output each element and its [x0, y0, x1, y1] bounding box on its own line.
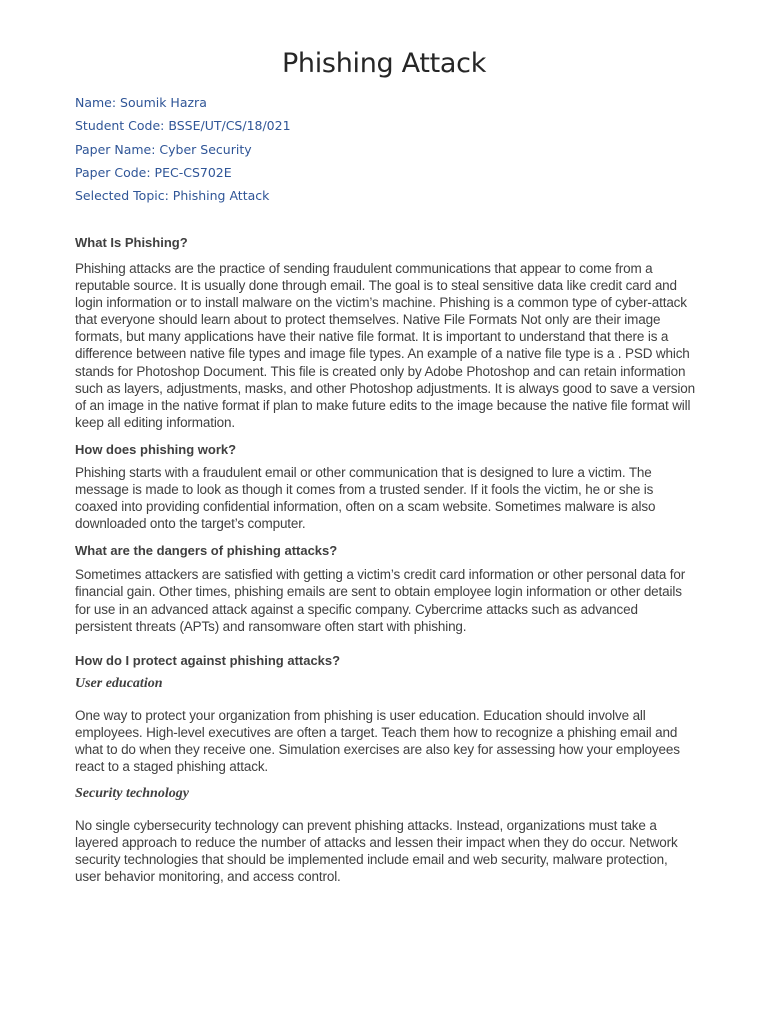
section-paragraph: One way to protect your organization from phishing is user education. Education should involve all employees. High-level executives are often a target. Teach them how to recognize a phishing email and what to do when they receive one. Simulation exercises are also key for assessing how your employees react to a staged phishing attack. [75, 707, 680, 774]
document-title: Phishing Attack [281, 48, 487, 79]
student-info [75, 94, 291, 210]
paper-code: Paper Code: PEC-CS702E [75, 164, 232, 180]
section-heading: What are the dangers of phishing attacks? [75, 543, 338, 559]
student-code: Student Code: BSSE/UT/CS/18/021 [75, 118, 291, 134]
paper-name: Paper Name: Cyber Security [75, 141, 252, 157]
subsection-heading-security-technology: Security technology [75, 786, 189, 802]
section-how-phishing-works [75, 441, 695, 532]
student-name: Name: Soumik Hazra [75, 95, 207, 110]
section-heading: How do I protect against phishing attacks? [75, 652, 341, 668]
selected-topic: Selected Topic: Phishing Attack [75, 188, 270, 204]
section-paragraph: No single cybersecurity technology can prevent phishing attacks. Instead, organizations must take a layered approach to reduce the number of attacks and lessen their impact when they do occur. Network security technologies that should be implemented include email and web security, malware protection, user behavior monitoring, and access control. [75, 818, 678, 885]
section-heading: How does phishing work? [75, 441, 237, 457]
document-body [75, 234, 695, 885]
section-heading: What Is Phishing? [75, 235, 188, 250]
section-paragraph: Sometimes attackers are satisfied with getting a victim’s credit card information or other personal data for financial gain. Other times, phishing emails are sent to obtain employee login information or other details for use in an advanced attack against a specific company. Cybercrime attacks such as advanced persistent threats (APTs) and ransomware often start with phishing. [75, 567, 686, 634]
section-protect [75, 652, 695, 886]
subsection-heading-user-education: User education [75, 675, 163, 691]
section-paragraph: Phishing starts with a fraudulent email or other communication that is designed to lure a victim. The message is made to look as though it comes from a trusted sender. If it fools the victim, he or she is coaxed into providing confidential information, often on a scam website. Sometimes malware is also downloaded onto the target’s computer. [75, 464, 656, 532]
section-dangers [75, 542, 695, 634]
section-what-is-phishing [75, 234, 695, 431]
section-paragraph: Phishing attacks are the practice of sending fraudulent communications that appear to come from a reputable source. It is usually done through email. The goal is to steal sensitive data like credit card and login information or to install malware on the victim’s machine. Phishing is a common type of cyber-attack that everyone should learn about to protect themselves. Native File Formats Not only are their image formats, but many applications have their native file format. It is important to understand that there is a difference between native file types and image file types. An example of a native file type is a . PSD which stands for Photoshop Document. This file is created only by Adobe Photoshop and can retain information such as layers, adjustments, masks, and other Photoshop adjustments. It is always good to save a version of an image in the native format if plan to make future edits to the image because the native file format will keep all editing information. [75, 261, 695, 430]
